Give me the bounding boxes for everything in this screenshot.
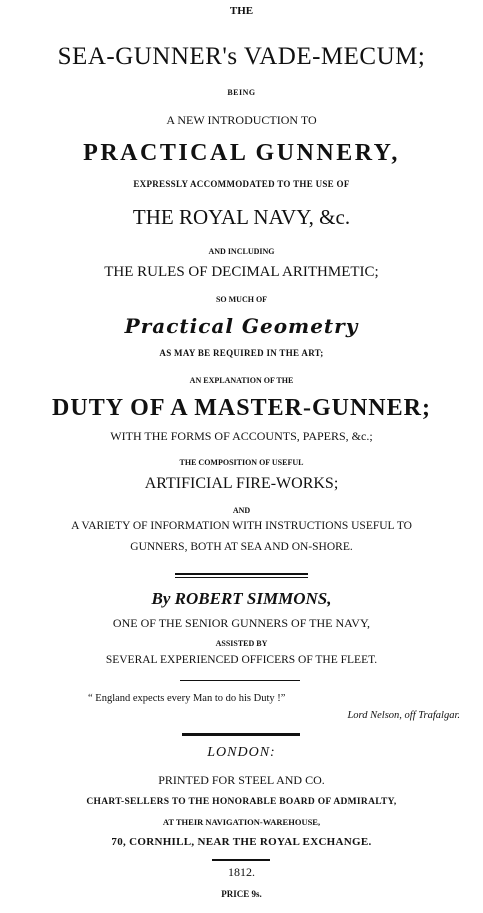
- rules-line: THE RULES OF DECIMAL ARITHMETIC;: [104, 264, 379, 280]
- expressly-line: EXPRESSLY ACCOMMODATED TO THE USE OF: [133, 179, 350, 189]
- divider-short: [180, 680, 300, 681]
- divider-double-top: [175, 573, 308, 575]
- being-line: BEING: [227, 88, 256, 97]
- chart-sellers-line: CHART-SELLERS TO THE HONORABLE BOARD OF ADMIRALTY,: [86, 797, 397, 807]
- year-line: 1812.: [228, 865, 255, 879]
- navigation-warehouse-line: AT THEIR NAVIGATION-WAREHOUSE,: [162, 817, 321, 827]
- practical-gunnery-heading: PRACTICAL GUNNERY,: [83, 140, 400, 166]
- and-line: AND: [232, 506, 251, 515]
- address-line: 70, CORNHILL, NEAR THE ROYAL EXCHANGE.: [111, 836, 372, 848]
- printed-for-line: PRINTED FOR STEEL AND CO.: [158, 773, 325, 787]
- and-including-line: AND INCLUDING: [208, 247, 275, 256]
- assisted-by-line: ASSISTED BY: [215, 639, 268, 648]
- as-may-be-line: AS MAY BE REQUIRED IN THE ART;: [159, 348, 324, 358]
- so-much-of-line: SO MUCH OF: [215, 295, 268, 304]
- royal-navy-line: THE ROYAL NAVY, &c.: [132, 205, 351, 229]
- forms-line: WITH THE FORMS OF ACCOUNTS, PAPERS, &c.;: [110, 429, 373, 443]
- variety-line: A VARIETY OF INFORMATION WITH INSTRUCTIONS USEFUL TO: [71, 520, 412, 532]
- explanation-line: AN EXPLANATION OF THE: [189, 376, 294, 385]
- introduction-line: A NEW INTRODUCTION TO: [166, 113, 317, 127]
- nelson-quote: “ England expects every Man to do his Duty !”: [88, 693, 286, 704]
- london-line: LONDON:: [207, 745, 276, 760]
- main-title: SEA-GUNNER's VADE-MECUM;: [57, 43, 426, 70]
- author-line: By ROBERT SIMMONS,: [151, 589, 332, 608]
- quote-attribution: Lord Nelson, off Trafalgar.: [347, 710, 460, 721]
- divider-year: [212, 859, 270, 861]
- practical-geometry-line: Practical Geometry: [124, 314, 359, 338]
- the-line: THE: [229, 5, 254, 17]
- divider-double-bottom: [175, 577, 308, 578]
- duty-heading: DUTY OF A MASTER-GUNNER;: [52, 395, 431, 421]
- officers-line: SEVERAL EXPERIENCED OFFICERS OF THE FLEET.: [105, 654, 378, 666]
- composition-line: THE COMPOSITION OF USEFUL: [179, 458, 304, 467]
- gunners-line: GUNNERS, BOTH AT SEA AND ON-SHORE.: [130, 541, 353, 553]
- divider-thick: [182, 733, 300, 736]
- price-line: PRICE 9s.: [221, 889, 262, 899]
- one-of-line: ONE OF THE SENIOR GUNNERS OF THE NAVY,: [112, 616, 371, 630]
- fireworks-line: ARTIFICIAL FIRE-WORKS;: [144, 475, 339, 492]
